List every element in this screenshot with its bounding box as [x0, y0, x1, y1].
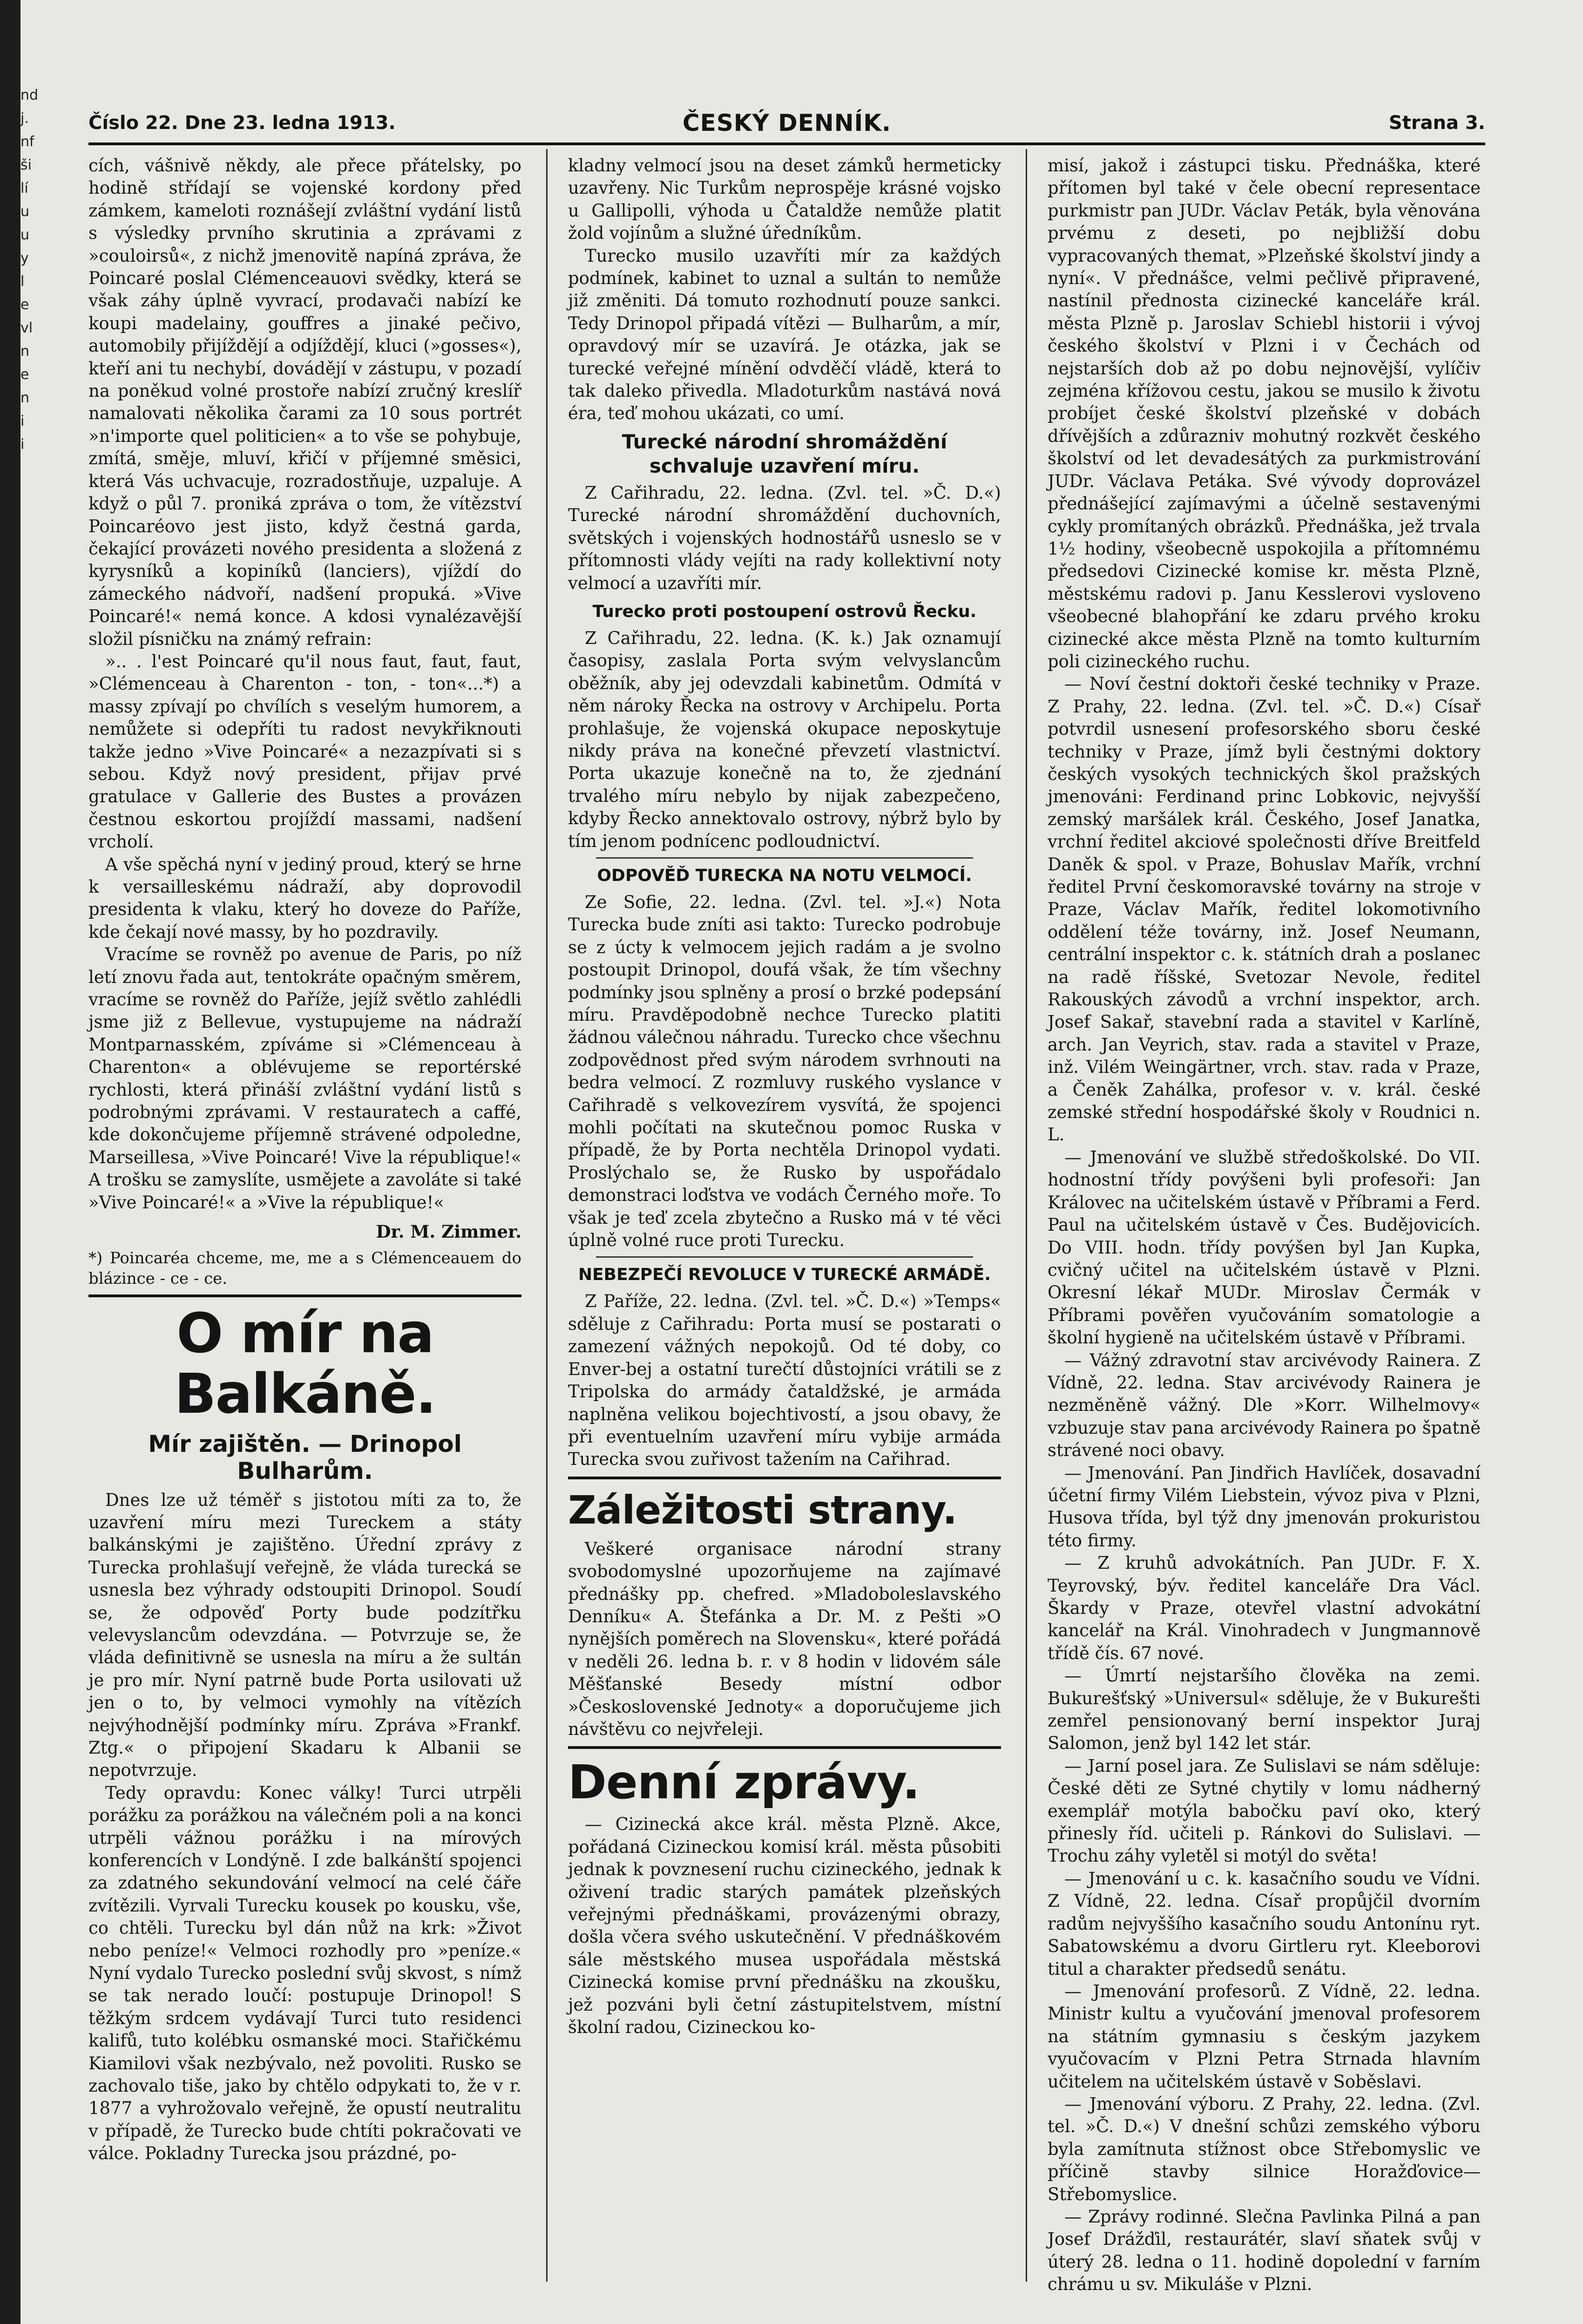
adjacent-page-strip: [20, 84, 48, 736]
strip-fragment: nf: [20, 134, 34, 150]
article-paragraph: Z Cařihradu, 22. ledna. (K. k.) Jak oznamují časopisy, zaslala Porta svým velvyslancům oběžník, aby jej odevzdali kabinetům. Odmítá v něm nároky Řecka na ostrovy v Archipelu. Porta prohlašuje, že vojenská okupace neposkytuje nikdy práva na konečné převzetí vlastnictví. Porta ukazuje konečně na to, že zjednání trvalého míru nebylo by nijak zabezpečeno, kdyby Řecko annektovalo ostrovy, nýbrž bylo by tím jenom podnícenc podloudnictví.: [568, 628, 1001, 851]
divider: [596, 1256, 973, 1258]
column-1: [88, 155, 521, 2278]
news-item: — Jarní posel jara. Ze Sulislavi se nám sděluje: České děti ze Sytné chytily v lomu nádherný exemplář motýla babočku paví oko, který přinesly říd. učiteli p. Ránkovi do Sulislavi. — Trochu záhy vyletěl si motýl do světa!: [1048, 1755, 1481, 1866]
strip-fragment: j.: [20, 110, 29, 127]
headline-parliament: Turecké národní shromáždění schvaluje uzavření míru.: [622, 430, 947, 477]
article-paragraph: Turecko musilo uzavříti mír za každých podmínek, kabinet to uznal a sultán to nemůže již změniti. Dá tomuto rozhodnutí pouze sankci. Tedy Drinopol připadá vítězi — Bulharům, a mír, opravdový mír se uzavírá. Je otázka, jak se turecké veřejné mínění odvděčí vládě, která to tak daleko přivedla. Mladoturkům nastává nová éra, teď mohou ukázati, co umí.: [568, 245, 1001, 424]
headline-answer: ODPOVĚĎ TURECKA NA NOTU VELMOCÍ.: [597, 866, 972, 885]
news-item: — Z kruhů advokátních. Pan JUDr. F. X. Teyrovský, býv. ředitel kanceláře Dra Václ. Škardy v Praze, otevřel vlastní advokátní kancelář na Král. Vinohradech v Jungmannově třídě čís. 67 nové.: [1048, 1553, 1481, 1663]
column-divider: [546, 149, 548, 2282]
big-headline: O mír na Balkáně.: [174, 1301, 436, 1426]
article-paragraph: ».. . l'est Poincaré qu'il nous faut, faut, faut, »Clémenceau à Charenton - ton, - ton«...*) a massy zpívají po chvílích s veselým humorem, a nemůžete si odepříti tu radost nevykřiknouti takže jedno »Vive Poincaré« a nezazpívati si s sebou. Když nový president, přijav prvé gratulace v Gallerie des Bustes a provázen čestnou eskortou projíždí massami, nadšení vrcholí.: [88, 651, 521, 852]
news-item: — Zprávy rodinné. Slečna Pavlinka Pilná a pan Josef Drážďil, restaurátér, slaví sňatek svůj v úterý 28. ledna o 11. hodině dopolední v farním chrámu u sv. Mikuláše v Plzni.: [1048, 2206, 1481, 2295]
article-paragraph: — Cizinecká akce král. města Plzně. Akce, pořádaná Cizineckou komisí král. města působiti jednak k povznesení ruchu cizineckého, jednak k oživení tradic starých památek plzeňských veřejnými přednáškami, provázenými obrazy, došla včera svého uskutečnění. V přednáškovém sále městského musea uspořádala městská Cizinecká komise první přednášku na zkoušku, jež pozváni byli četní zástupitelstvem, místní školní radou, Cizineckou ko-: [568, 1814, 1001, 2038]
column-3: [1048, 155, 1481, 2295]
news-item: — Jmenování profesorů. Z Vídně, 22. ledna. Ministr kultu a vyučování jmenoval profesorem na státním gymnasiu s českým jazykem vyučovacím v Plzni Petra Strnada hlavním učitelem na učitelském ústavě v Soběslavi.: [1048, 1981, 1481, 2092]
issue-date: Dne 23. ledna 1913.: [184, 112, 396, 134]
strip-fragment: i: [20, 436, 25, 453]
strip-fragment: e: [20, 366, 29, 383]
headline-daily-news: Denní zprávy.: [568, 1755, 920, 1810]
strip-fragment: nd: [20, 87, 39, 103]
section-rule: [88, 1294, 521, 1297]
headline-revolution: NEBEZPEČÍ REVOLUCE V TURECKÉ ARMÁDĚ.: [578, 1265, 991, 1285]
strip-fragment: i: [20, 413, 25, 429]
news-item: — Jmenování. Pan Jindřich Havlíček, dosavadní účetní firmy Vilém Liebstein, vývoz piva v Plzni, Husova třída, byl týž dny jmenován prokuristou této firmy.: [1048, 1463, 1481, 1551]
article-paragraph: Tedy opravdu: Konec války! Turci utrpěli porážku za porážkou na válečném poli a na konci utrpěli vážnou porážku i na mírových konferencích v Londýně. I zde balkánští spojenci za zdatného sekundování velmocí na celé čáře zvítězili. Vyrvali Turecku kousek po kousku, vše, co chtěli. Turecku byl dán nůž na krk: »Život nebo peníze!« Velmoci rozhodly pro »peníze.« Nyní vydalo Turecko poslední svůj skvost, s nímž se tak nerado loučí: postupuje Drinopol! S těžkým srdcem vydávají Turci tuto residenci kalifů, tuto kolébku osmanské moci. Stařičkému Kiamilovi však nezbývalo, než povoliti. Rusko se zachovalo tiše, jako by chtělo odpykati to, že v r. 1877 a vyhrožovalo veřejně, že opustí neutralitu v případě, že Turecko bude chtíti pokračovati ve válce. Pokladny Turecka jsou prázdné, po-: [88, 1782, 521, 2164]
footnote: *) Poincaréa chceme, me, me a s Clémenceauem do blázince - ce - ce.: [88, 1248, 521, 1288]
headline-islands: Turecko proti postoupení ostrovů Řecku.: [592, 602, 977, 621]
strip-fragment: n: [20, 390, 30, 406]
news-item: — Jmenování výboru. Z Prahy, 22. ledna. (Zvl. tel. »Č. D.«) V dnešní schůzi zemského výboru byla zamítnuta stížnost obce Střebomyslic ve příčině stavby silnice Horažďovice—Střebomyslice.: [1048, 2094, 1481, 2204]
article-paragraph: kladny velmocí jsou na deset zámků hermeticky uzavřeny. Nic Turkům neprospěje krásné vojsko u Gallipolli, výhoda u Čataldže nemůže platit žold vojínům a služné úředníkům.: [568, 156, 1001, 244]
column-divider: [1026, 149, 1027, 2282]
news-item: — Noví čestní doktoři české techniky v Praze. Z Prahy, 22. ledna. (Zvl. tel. »Č. D.«) Císař potvrdil usnesení profesorského sboru české techniky v Praze, jímž byli čestnými doktory českých vysokých technických škol pražských jmenováni: Ferdinand princ Lobkovic, nejvyšší zemský maršálek král. Českého, Josef Janatka, vrchní ředitel akciové společnosti dříve Breitfeld Daněk & spol. v Praze, Bohuslav Mařík, vrchní ředitel První českomoravské továrny na stroje v Praze, Václav Mařík, ředitel lokomotivního oddělení téže továrny, inž. Josef Neumann, centrální inspektor c. k. státních drah a poslanec na radě říšské, Svetozar Nevole, ředitel Rakouských závodů a vrchní inspektor, arch. Josef Sakař, stavební rada a stavitel v Karlíně, arch. Jan Veyrich, stav. rada a stavitel v Praze, inž. Vilém Weingärtner, vrch. stav. rada v Praze, a Čeněk Zahálka, profesor v. v. král. české zemské střední hospodářské školy v Roudnici n. L.: [1048, 674, 1481, 1145]
strip-fragment: y: [20, 250, 29, 266]
strip-fragment: l: [20, 273, 25, 290]
article-paragraph: Veškeré organisace národní strany svobodomyslné upozorňujeme na zajímavé přednášky pp. chefred. »Mladoboleslavského Denníku« A. Štefánka a Dr. M. z Pešti »O nynějších poměrech na Slovensku«, které pořádá v neděli 26. ledna b. r. v 8 hodin v lidovém sále Měšťanské Besedy místní odbor »Československé Jednoty« a doporučujeme jich návštěvu co nejvřeleji.: [568, 1538, 1001, 1739]
scan-left-edge: [0, 0, 20, 2324]
strip-fragment: ši: [20, 157, 32, 173]
sub-headline: Mír zajištěn. — Drinopol Bulharům.: [148, 1430, 462, 1484]
page-header: [88, 109, 1485, 142]
strip-fragment: u: [20, 227, 30, 243]
strip-fragment: lí: [20, 180, 28, 196]
strip-fragment: u: [20, 203, 30, 220]
article-paragraph: Z Cařihradu, 22. ledna. (Zvl. tel. »Č. D.«) Turecké národní shromáždění duchovních, světských i vojenských hodnostářů usneslo se v přítomnosti vlády vejíti na rady kollektivní noty velmocí a uzavříti mír.: [568, 482, 1001, 593]
strip-fragment: vl: [20, 320, 33, 336]
author-signature: Dr. M. Zimmer.: [376, 1221, 521, 1242]
news-item: — Úmrtí nejstaršího člověka na zemi. Bukurešťský »Universul« sděluje, že v Bukurešti zemřel pensionovaný berní inspektor Juraj Salomon, jenž byl 142 let stár.: [1048, 1666, 1481, 1754]
page-number: Strana 3.: [1388, 112, 1485, 134]
article-paragraph: misí, jakož i zástupci tisku. Přednáška, které přítomen byl také v čele obecní representace purkmistr pan JUDr. Václav Peták, byla věnována prvému z deseti, po nejbližší dobu vypracovaných themat, »Plzeňské školství jindy a nyní«. V přednášce, velmi pečlivě připravené, nastínil přednosta cizinecké kanceláře král. města Plzně p. Jaroslav Schiebl historii i vývoj českého školství v Plzni i v Čechách od nejstarších dob až po dobu nejnovější, vylíčiv zejména křížovou cestu, jakou se musilo k životu probíjet české školství plzeňské v dobách dřívějších a zdůrazniv mohutný rozkvět českého školství od let devadesátých za purkmistrování JUDr. Václava Petáka. Své vývody doprovázel přednášející zajímavými a účelně sestavenými cykly promítaných obrázků. Přednáška, jež trvala 1½ hodiny, všeobecně uspokojila a přítomnému předsedovi Cizinecké komise kr. města Plzně, městskému radovi p. Janu Kesslerovi vysloveno všeobecné blahopřání ke zdaru prvého kroku cizinecké akce města Plzně na tomto kulturním poli cizineckého ruchu.: [1048, 156, 1481, 671]
column-2: [568, 155, 1001, 2278]
article-paragraph: A vše spěchá nyní v jediný proud, který se hrne k versailleskému nádraží, aby doprovodil presidenta k vlaku, který ho doveze do Paříže, kde čekají nové massy, by ho pozdravily.: [88, 854, 521, 942]
article-paragraph: Dnes lze už téměř s jistotou míti za to, že uzavření míru mezi Tureckem a státy balkánskými je zajištěno. Úřední zprávy z Turecka prohlašují veřejně, že vláda turecká se usnesla bez výhrady odstoupiti Drinopol. Soudí se, že odpověď Porty bude podzítřku velevyslancům odevzdána. — Potvrzuje se, že vláda definitivně se usnesla na míru a že sultán je pro mír. Nyní patrně bude Porta usilovati už jen o to, by velmoci vymohly na vítězích nejvýhodnější podmínky míru. Zpráva »Frankf. Ztg.« o připojení Skadaru k Albanii se nepotvrzuje.: [88, 1490, 521, 1781]
news-item: — Vážný zdravotní stav arcivévody Rainera. Z Vídně, 22. ledna. Stav arcivévody Rainera je nezměněně vážný. Dle »Korr. Wilhelmovy« vzbuzuje stav pana arcivévody Rainera po špatně strávené noci obavy.: [1048, 1350, 1481, 1461]
masthead-title: ČESKÝ DENNÍK.: [683, 109, 891, 136]
strip-fragment: n: [20, 343, 30, 359]
article-paragraph: Z Paříže, 22. ledna. (Zvl. tel. »Č. D.«) »Temps« sděluje z Cařihradu: Porta musí se postarati o zamezení vážných nepokojů. Od té doby, co Enver-bej a ostatní turečtí důstojníci vrátili se z Tripolska do armády čataldžské, je armáda naplněna velikou bojechtivostí, a jsou obavy, že při eventuelním uzavření míru vybije armáda Turecka svou zuřivost tažením na Cařihrad.: [568, 1291, 1001, 1470]
news-item: — Jmenování ve službě středoškolské. Do VII. hodnostní třídy povýšeni byli profesoři: Jan Královeс na učitelském ústavě v Příbrami a Ferd. Paul na učitelském ústavě v Čes. Budějovicích. Do VIII. hodn. třídy povýšen byl Jan Kupka, cvičný učitel na učitelském ústavě v Plzni. Okresní lékař MUDr. Miroslav Čermák v Příbrami pověřen vyučováním somatologie a školní hygieně na učitelském ústavě v Příbrami.: [1048, 1147, 1481, 1348]
article-paragraph: Vracíme se rovněž po avenue de Paris, po níž letí znovu řada aut, tentokráte opačným směrem, vracíme se rovněž do Paříže, jejíž světlo zahlédli jsme již z Bellevue, vystupujeme na nádraží Montparnasském, zpíváme si »Clémenceau à Charenton« a oblévujeme se reportérské rychlosti, která přináší zvláštní vydání listů s podrobnými zprávami. V restauratech a caffé, kde dokončujeme příjemně strávené odpoledne, Marseillesa, »Vive Poincaré! Vive la république!« A trošku se zamyslíte, usmějete a zavoláte si také »Vive Poincaré!« a »Vive la république!«: [88, 944, 521, 1213]
newspaper-page: [70, 0, 1504, 2324]
article-paragraph: cích, vášnivě někdy, ale přece přátelsky, po hodině střídají se vojenské kordony před zámkem, kameloti roznášejí zvláštní vydání listů s výsledky prvního skrutinia a zprávami z »couloirsů«, z nichž jmenovitě napíná zpráva, že Poincaré poslal Clémenceauovi svědky, která se však záhy úplně vyvrací, prodavači nabízí ke koupi madelainy, gouffres a jinaké pečivo, automobily přijíždějí a odjíždějí, kluci (»gosses«), kteří ani tu nechybí, dovádějí v zástupu, v pozadí na poněkud volné prostoře nabízí zručný kreslíř namalovati několika čarami za 10 sous portrét »n'importe quel politicien« a to vše se pohybuje, zmítá, směje, mluví, křičí v příjemné směsici, která Vás uchvacuje, rozradostňuje, uzpaluje. A když o půl 7. proniká zpráva o tom, že vítězství Poincaréovo jest jisto, když čestná garda, čekající provázeti nového presidenta a složená z kyrysníků a kopiníků (lanciers), vjíždí do zámeckého nádvoří, nadšení propuká. »Vive Poincaré!« nemá konce. A kdosi vynalézavější složil písničku na známý refrain:: [88, 156, 521, 649]
strip-fragment: e: [20, 297, 29, 313]
news-item: — Jmenování u c. k. kasačního soudu ve Vídni. Z Vídně, 22. ledna. Císař propůjčil dvorním radům nejvyššího kasačního soudu Antonínu ryt. Sabatowskému a dvoru Girtleru ryt. Kleeborovi titul a charakter předsedů senátu.: [1048, 1868, 1481, 1979]
headline-party: Záležitosti strany.: [568, 1487, 957, 1533]
article-paragraph: Ze Sofie, 22. ledna. (Zvl. tel. »J.«) Nota Turecka bude zníti asi takto: Turecko podrobuje se z úcty k velmocem jejich radám a je svolno postoupit Drinopol, doufá však, že tím všechny podmínky jsou splněny a prosí o brzké podepsání míru. Pravděpodobně nechce Turecko platiti žádnou válečnou náhradu. Turecko chce všechnu zodpovědnost před svým národem svrhnouti na bedra velmocí. Z rozmluvy ruského vyslance v Cařihradě s velkovezírem vysvítá, že spojenci mohli počítati na skutečnou pomoc Ruska v případě, že by Porta nechtěla Drinopol vydati. Proslýchalo se, že Rusko by uspořádalo demonstraci loďstva ve vodách Černého moře. To však je teď zcela zbytečno a Rusko má v té věci úplně volné ruce proti Turecku.: [568, 892, 1001, 1251]
issue-number: Číslo 22.: [88, 112, 178, 134]
divider: [596, 857, 973, 859]
header-rule: [88, 142, 1485, 145]
section-rule: [568, 1746, 1001, 1749]
section-rule: [568, 1477, 1001, 1479]
